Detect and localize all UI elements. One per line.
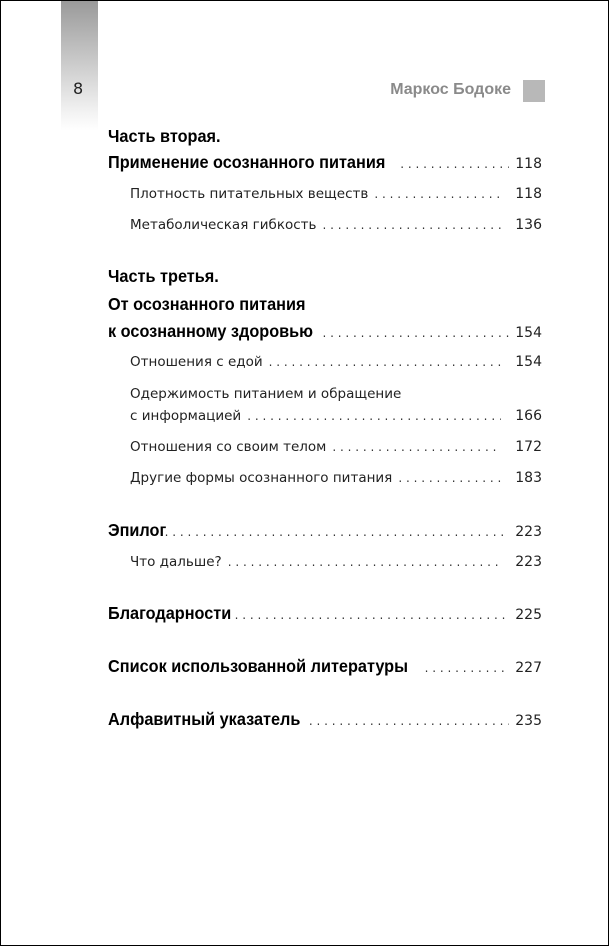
header-square (523, 80, 545, 102)
toc-entry-title: к осознанному здоровью (108, 321, 314, 341)
toc-entry-title: с информацией (130, 408, 242, 424)
toc-entry-flexibility[interactable] (130, 217, 542, 233)
toc-entry-title-line: Одержимость питанием и обращение (130, 386, 402, 402)
leader-dots (323, 326, 510, 340)
toc-entry-title: Отношения с едой (130, 354, 263, 370)
toc-entry-part2[interactable] (108, 152, 542, 173)
toc-entry-title: Список использованной литературы (108, 656, 409, 676)
leader-dots (374, 187, 501, 201)
toc-entry-body[interactable] (130, 439, 542, 455)
toc-entry-density[interactable] (130, 186, 542, 202)
toc-entry-title: Благодарности (108, 603, 232, 623)
toc-entry-page: 172 (515, 439, 542, 455)
toc-entry-thanks[interactable] (108, 603, 542, 624)
toc-entry-page: 136 (515, 217, 542, 233)
toc-entry-title: Метаболическая гибкость (130, 217, 317, 233)
toc-entry-title: Плотность питательных веществ (130, 186, 369, 202)
toc-entry-bibliography[interactable] (108, 656, 542, 677)
toc-entry-page: 183 (515, 470, 542, 486)
leader-dots (309, 714, 509, 728)
toc-entry-obsession[interactable] (130, 408, 542, 424)
toc-entry-page: 154 (515, 325, 542, 341)
toc-entry-other[interactable] (130, 470, 542, 486)
part-label: Часть третья. (108, 266, 219, 286)
leader-dots (398, 471, 501, 485)
toc-entry-title: Применение осознанного питания (108, 152, 386, 172)
leader-dots (332, 440, 501, 454)
toc-entry-page: 223 (515, 524, 542, 540)
toc-entry-next[interactable] (130, 554, 542, 570)
leader-dots (400, 157, 509, 171)
toc-entry-title: Эпилог (108, 520, 167, 540)
toc-entry-page: 235 (515, 713, 542, 729)
toc-entry-title: Что дальше? (130, 554, 222, 570)
toc-entry-page: 154 (515, 354, 542, 370)
leader-dots (425, 661, 510, 675)
part-title-line: От осознанного питания (108, 294, 306, 314)
toc-entry-index[interactable] (108, 709, 542, 730)
toc-entry-page: 118 (515, 186, 542, 202)
leader-dots (247, 409, 501, 423)
leader-dots (269, 355, 502, 369)
toc-entry-page: 227 (515, 660, 542, 676)
toc-entry-title: Другие формы осознанного питания (130, 470, 393, 486)
toc-entry-page: 166 (515, 408, 542, 424)
header-gradient-strip (61, 1, 98, 131)
toc-entry-page: 223 (515, 554, 542, 570)
toc-entry-page: 118 (515, 156, 542, 172)
leader-dots (228, 555, 502, 569)
leader-dots (235, 608, 510, 622)
part-label: Часть вторая. (108, 126, 221, 146)
toc-entry-part3[interactable] (108, 321, 542, 342)
toc-entry-page: 225 (515, 607, 542, 623)
toc-entry-epilogue[interactable] (108, 520, 542, 541)
leader-dots (322, 218, 501, 232)
running-head-author: Маркос Бодоке (390, 81, 511, 98)
toc-entry-food[interactable] (130, 354, 542, 370)
toc-entry-title: Алфавитный указатель (108, 709, 301, 729)
page-number: 8 (73, 79, 84, 98)
leader-dots (165, 525, 510, 539)
toc-entry-title: Отношения со своим телом (130, 439, 327, 455)
